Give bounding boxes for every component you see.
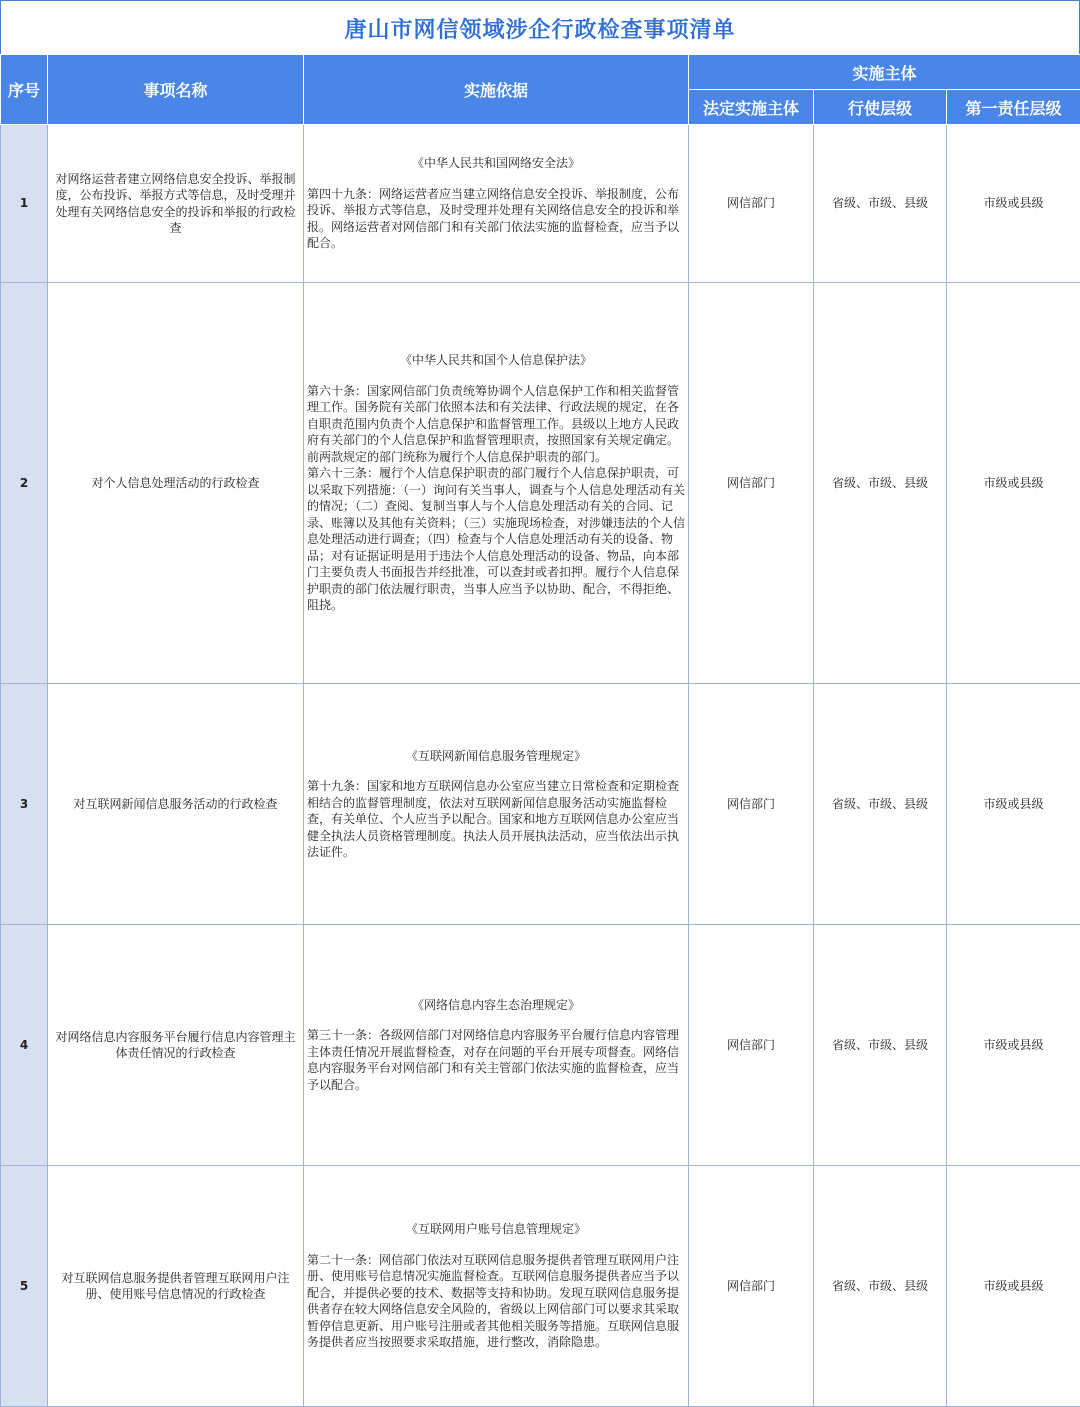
row-basis — [304, 1166, 689, 1407]
row-basis — [304, 684, 689, 925]
row-basis-text: 第十九条：国家和地方互联网信息办公室应当建立日常检查和定期检查相结合的监督管理制度，依法对互联网新闻信息服务活动实施监督检查，有关单位、个人应当予以配合。国家和地方互联网信息办公室应当健全执法人员资格管理制度。执法人员开展执法活动，应当依法出示执法证件。 — [307, 778, 685, 861]
row-level: 省级、市级、县级 — [814, 283, 947, 684]
row-name: 对个人信息处理活动的行政检查 — [48, 283, 304, 684]
row-legal-subject: 网信部门 — [689, 925, 814, 1166]
row-legal-subject: 网信部门 — [689, 125, 814, 283]
document-title: 唐山市网信领域涉企行政检查事项清单 — [0, 0, 1080, 55]
row-seq: 5 — [1, 1166, 48, 1407]
row-seq: 3 — [1, 684, 48, 925]
row-first-level: 市级或县级 — [947, 283, 1080, 684]
row-legal-subject: 网信部门 — [689, 283, 814, 684]
row-basis — [304, 125, 689, 283]
row-first-level: 市级或县级 — [947, 684, 1080, 925]
row-seq: 4 — [1, 925, 48, 1166]
row-law: 《互联网用户账号信息管理规定》 — [307, 1221, 685, 1238]
row-basis-text: 第三十一条：各级网信部门对网络信息内容服务平台履行信息内容管理主体责任情况开展监督检查，对存在问题的平台开展专项督查。网络信息内容服务平台对网信部门和有关主管部门依法实施的监督检查，应当予以配合。 — [307, 1027, 685, 1093]
row-law: 《中华人民共和国个人信息保护法》 — [307, 352, 685, 369]
row-basis — [304, 925, 689, 1166]
table-row — [1, 283, 1080, 684]
table-row — [1, 1166, 1080, 1407]
inspection-table — [0, 54, 1080, 1407]
row-level: 省级、市级、县级 — [814, 125, 947, 283]
header-first-level: 第一责任层级 — [947, 90, 1080, 125]
table-row — [1, 684, 1080, 925]
row-level: 省级、市级、县级 — [814, 684, 947, 925]
row-name: 对网络信息内容服务平台履行信息内容管理主体责任情况的行政检查 — [48, 925, 304, 1166]
row-basis-text: 第二十一条：网信部门依法对互联网信息服务提供者管理互联网用户注册、使用账号信息情况实施监督检查。互联网信息服务提供者应当予以配合，并提供必要的技术、数据等支持和协助。发现互联网信息服务提供者存在较大网络信息安全风险的，省级以上网信部门可以要求其采取暂停信息更新、用户账号注册或者其他相关服务等措施。互联网信息服务提供者应当按照要求采取措施，进行整改，消除隐患。 — [307, 1252, 685, 1351]
row-first-level: 市级或县级 — [947, 1166, 1080, 1407]
header-subject: 实施主体 — [689, 55, 1080, 90]
table-row — [1, 925, 1080, 1166]
header-level: 行使层级 — [814, 90, 947, 125]
row-name: 对互联网新闻信息服务活动的行政检查 — [48, 684, 304, 925]
row-basis-text: 第六十条：国家网信部门负责统筹协调个人信息保护工作和相关监督管理工作。国务院有关部门依照本法和有关法律、行政法规的规定，在各自职责范围内负责个人信息保护和监督管理工作。县级以上地方人民政府有关部门的个人信息保护和监督管理职责，按照国家有关规定确定。前两款规定的部门统称为履行个人信息保护职责的部门。 第六十三条：履行个人信息保护职责的部门履行个人信息保护职责，可以采取下列措施：（一）询问有关当事人，调查与个人信息处理活动有关的情况；（二）查阅、复制当事人与个人信息处理活动有关的合同、记录、账簿以及其他有关资料；（三）实施现场检查，对涉嫌违法的个人信息处理活动进行调查；（四）检查与个人信息处理活动有关的设备、物品；对有证据证明是用于违法个人信息处理活动的设备、物品，向本部门主要负责人书面报告并经批准，可以查封或者扣押。履行个人信息保护职责的部门依法履行职责，当事人应当予以协助、配合，不得拒绝、阻挠。 — [307, 383, 685, 614]
row-first-level: 市级或县级 — [947, 125, 1080, 283]
row-name: 对网络运营者建立网络信息安全投诉、举报制度，公布投诉、举报方式等信息，及时受理并处理有关网络信息安全的投诉和举报的行政检查 — [48, 125, 304, 283]
row-name: 对互联网信息服务提供者管理互联网用户注册、使用账号信息情况的行政检查 — [48, 1166, 304, 1407]
row-law: 《中华人民共和国网络安全法》 — [307, 155, 685, 172]
row-law: 《互联网新闻信息服务管理规定》 — [307, 748, 685, 765]
header-basis: 实施依据 — [304, 55, 689, 125]
row-level: 省级、市级、县级 — [814, 925, 947, 1166]
row-seq: 1 — [1, 125, 48, 283]
row-legal-subject: 网信部门 — [689, 1166, 814, 1407]
row-level: 省级、市级、县级 — [814, 1166, 947, 1407]
header-name: 事项名称 — [48, 55, 304, 125]
table-row — [1, 125, 1080, 283]
row-seq: 2 — [1, 283, 48, 684]
row-first-level: 市级或县级 — [947, 925, 1080, 1166]
row-basis — [304, 283, 689, 684]
row-basis-text: 第四十九条：网络运营者应当建立网络信息安全投诉、举报制度，公布投诉、举报方式等信息，及时受理并处理有关网络信息安全的投诉和举报。网络运营者对网信部门和有关部门依法实施的监督检查，应当予以配合。 — [307, 186, 685, 252]
header-legal-subject: 法定实施主体 — [689, 90, 814, 125]
header-seq: 序号 — [1, 55, 48, 125]
row-legal-subject: 网信部门 — [689, 684, 814, 925]
row-law: 《网络信息内容生态治理规定》 — [307, 997, 685, 1014]
